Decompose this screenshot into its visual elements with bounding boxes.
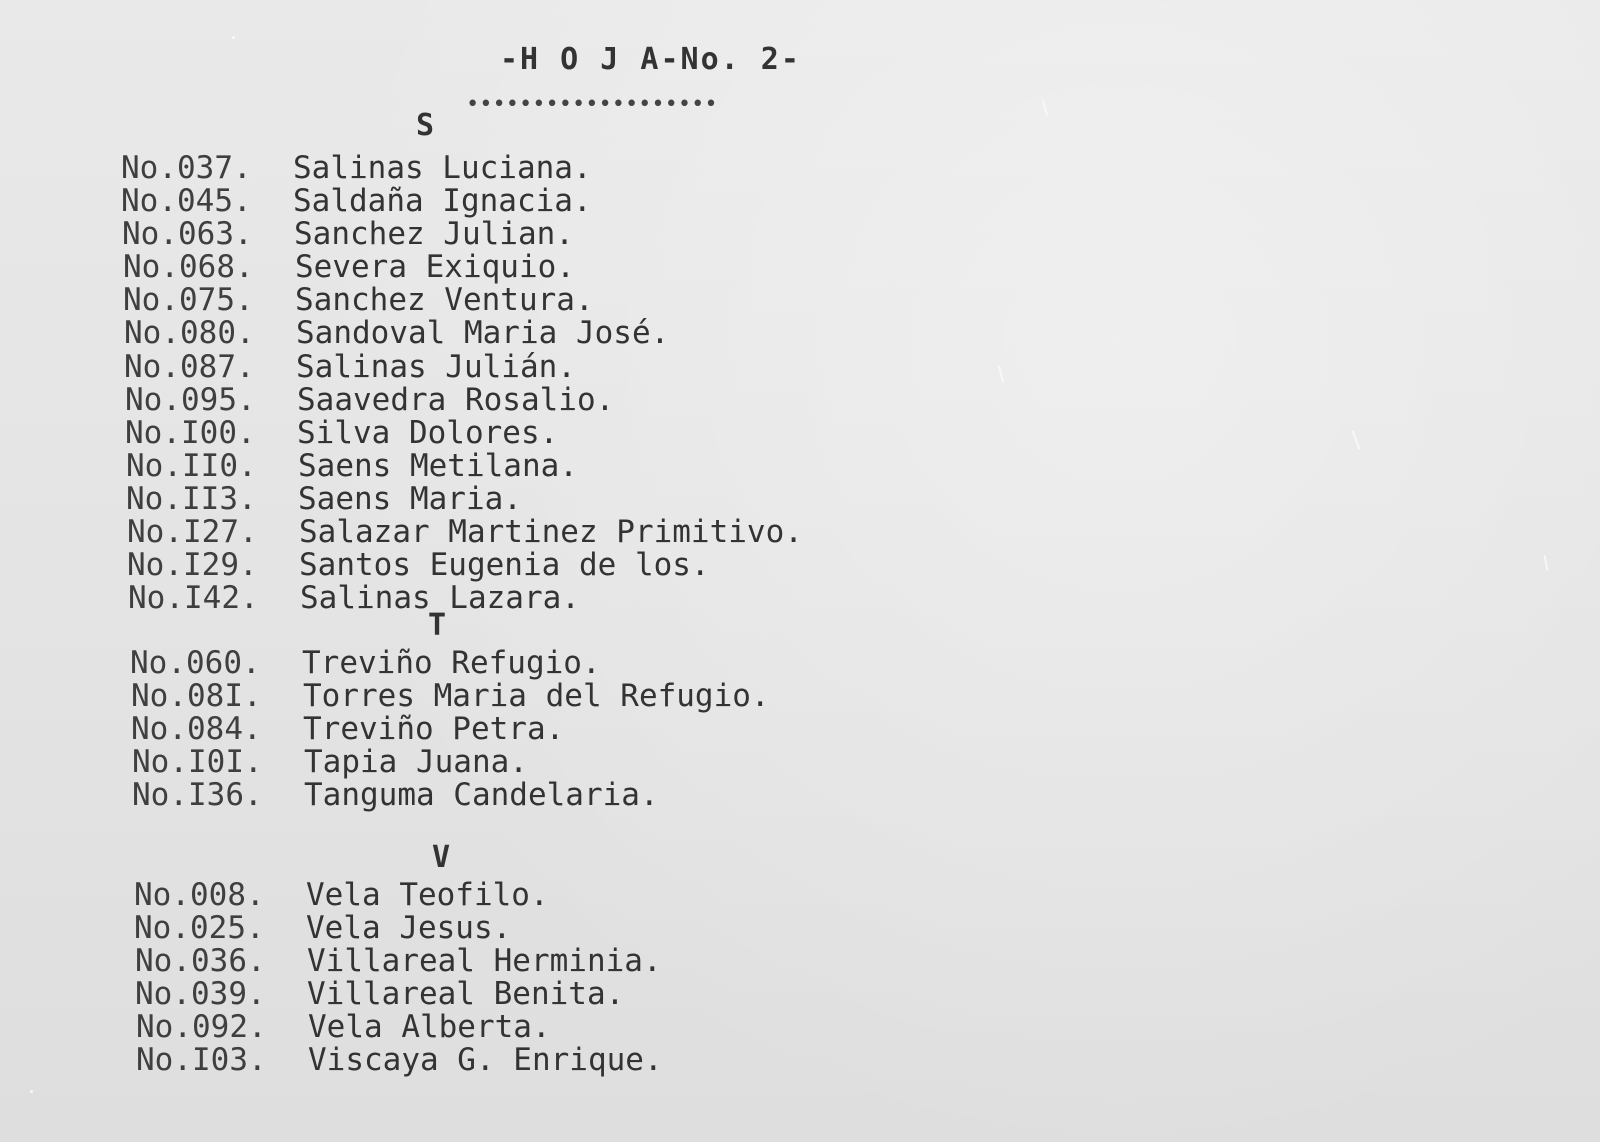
list-item (127, 515, 803, 549)
entry-name: Vela Teofilo. (306, 877, 549, 913)
list-item (134, 911, 511, 945)
scan-speck (1352, 430, 1361, 449)
entry-number: No.08I. (131, 678, 262, 714)
page-title: -H O J A-No. 2- (500, 42, 801, 77)
entry-name: Salinas Luciana. (293, 150, 592, 186)
entry-number: No.008. (134, 877, 265, 913)
list-item (124, 350, 576, 384)
entry-name: Torres Maria del Refugio. (303, 678, 770, 714)
entry-name: Sanchez Ventura. (295, 282, 594, 318)
entry-number: No.037. (121, 150, 252, 186)
scan-speck (232, 36, 235, 39)
entry-number: No.I42. (128, 580, 259, 616)
entry-number: No.039. (135, 976, 266, 1012)
entry-number: No.084. (131, 711, 262, 747)
entry-name: Sandoval Maria José. (296, 315, 670, 351)
scan-speck (1544, 555, 1549, 571)
list-item (130, 646, 601, 680)
entry-name: Santos Eugenia de los. (299, 547, 710, 583)
entry-name: Tanguma Candelaria. (304, 777, 659, 813)
entry-number: No.025. (134, 910, 265, 946)
entry-name: Saldaña Ignacia. (293, 183, 592, 219)
entry-number: No.I00. (125, 415, 256, 451)
entry-name: Sanchez Julian. (294, 216, 574, 252)
entry-name: Viscaya G. Enrique. (308, 1042, 663, 1078)
list-item (128, 581, 580, 615)
entry-number: No.II3. (126, 481, 257, 517)
list-item (132, 778, 659, 812)
list-item (131, 712, 564, 746)
entry-name: Saens Maria. (298, 481, 522, 517)
entry-name: Villareal Benita. (307, 976, 625, 1012)
entry-number: No.080. (124, 315, 255, 351)
scan-speck (1042, 100, 1048, 116)
list-item (125, 383, 614, 417)
entry-name: Saavedra Rosalio. (297, 382, 615, 418)
entry-number: No.I27. (127, 514, 258, 550)
entry-name: Vela Jesus. (306, 910, 512, 946)
list-item (132, 745, 528, 779)
entry-number: No.I36. (132, 777, 263, 813)
list-item (131, 679, 770, 713)
entry-number: No.I29. (127, 547, 258, 583)
entry-name: Treviño Refugio. (302, 645, 601, 681)
list-item (121, 184, 592, 218)
entry-name: Salinas Julián. (296, 349, 576, 385)
list-item (134, 878, 549, 912)
list-item (123, 250, 575, 284)
entry-name: Severa Exiquio. (295, 249, 575, 285)
list-item (127, 548, 710, 582)
list-item (135, 977, 624, 1011)
entry-number: No.095. (125, 382, 256, 418)
section-letter-v: V (432, 840, 451, 875)
list-item (126, 482, 522, 516)
scan-speck (30, 1090, 33, 1093)
entry-number: No.087. (124, 349, 255, 385)
list-item (122, 217, 574, 251)
section-letter-t: T (428, 608, 447, 643)
entry-name: Tapia Juana. (304, 744, 528, 780)
entry-number: No.II0. (126, 448, 257, 484)
entry-name: Saens Metilana. (298, 448, 578, 484)
entry-number: No.I03. (136, 1042, 267, 1078)
list-item (126, 449, 578, 483)
entry-name: Villareal Herminia. (307, 943, 662, 979)
list-item (121, 151, 592, 185)
entry-number: No.092. (136, 1009, 267, 1045)
list-item (125, 416, 558, 450)
entry-number: No.I0I. (132, 744, 263, 780)
entry-name: Treviño Petra. (303, 711, 565, 747)
entry-name: Salazar Martinez Primitivo. (299, 514, 803, 550)
title-underline-dots: ••••••••••••••••••• (466, 92, 718, 117)
list-item (124, 316, 669, 350)
entry-name: Silva Dolores. (297, 415, 559, 451)
entry-number: No.068. (123, 249, 254, 285)
entry-name: Vela Alberta. (308, 1009, 551, 1045)
list-item (136, 1010, 551, 1044)
entry-name: Salinas Lazara. (300, 580, 580, 616)
section-letter-s: S (416, 108, 435, 143)
entry-number: No.075. (123, 282, 254, 318)
scan-speck (998, 365, 1005, 383)
entry-number: No.063. (122, 216, 253, 252)
list-item (135, 944, 662, 978)
list-item (123, 283, 594, 317)
entry-number: No.045. (121, 183, 252, 219)
entry-number: No.060. (130, 645, 261, 681)
entry-number: No.036. (135, 943, 266, 979)
list-item (136, 1043, 663, 1077)
